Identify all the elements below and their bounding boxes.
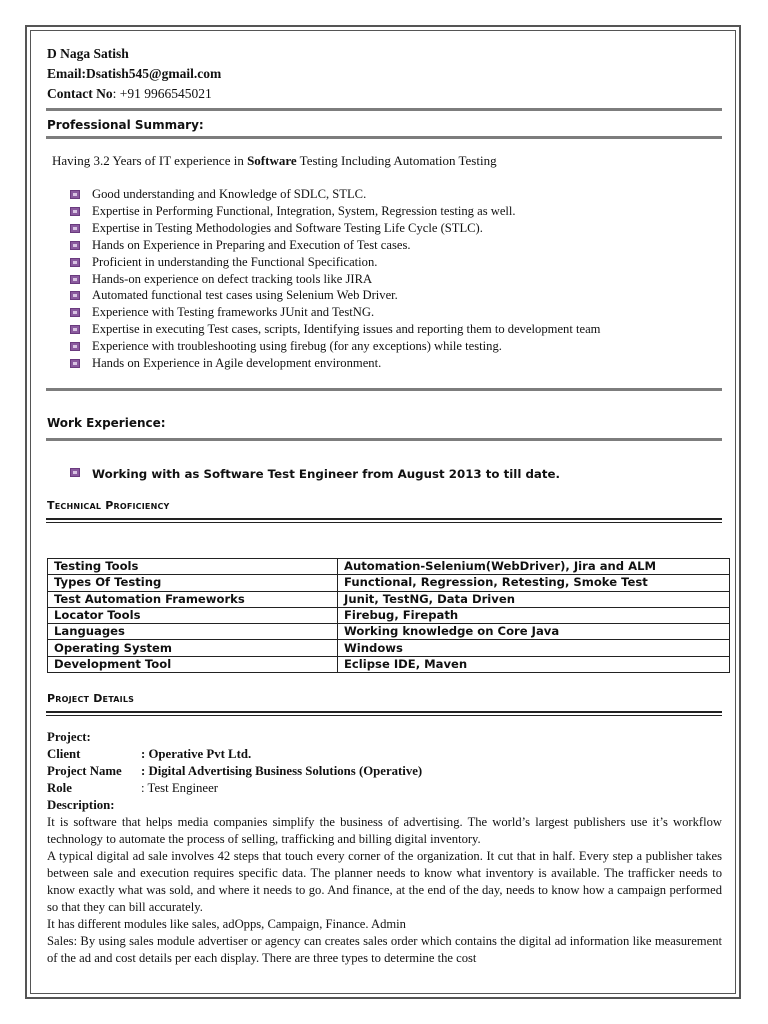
bullet-text: Experience with troubleshooting using firebug (for any exceptions) while testing. xyxy=(92,339,502,354)
bullet-text: Proficient in understanding the Functional Specification. xyxy=(92,254,378,269)
section-divider xyxy=(46,518,722,520)
table-cell-label: Development Tool xyxy=(48,656,338,672)
bullet-text: Expertise in executing Test cases, scripts, Identifying issues and reporting them to development team xyxy=(92,322,601,337)
list-item xyxy=(70,271,600,288)
work-bullet xyxy=(70,467,560,481)
table-cell-label: Languages xyxy=(48,624,338,640)
bullet-icon xyxy=(70,241,80,250)
section-divider xyxy=(46,715,722,716)
bullet-icon xyxy=(70,359,80,368)
summary-intro-bold: Software xyxy=(247,153,297,168)
table-cell-value: Automation-Selenium(WebDriver), Jira and ALM xyxy=(338,559,730,575)
table-cell-value: Functional, Regression, Retesting, Smoke Test xyxy=(338,575,730,591)
candidate-name: D Naga Satish xyxy=(47,46,129,61)
section-divider xyxy=(46,388,722,391)
section-divider xyxy=(46,522,722,523)
project-label: Project: xyxy=(47,730,91,744)
bullet-text: Hands-on experience on defect tracking tools like JIRA xyxy=(92,271,373,286)
table-cell-value: Windows xyxy=(338,640,730,656)
contact-line xyxy=(47,86,212,102)
role-label: Role xyxy=(47,781,72,795)
email-line xyxy=(47,66,221,82)
work-heading: Work Experience: xyxy=(47,416,166,430)
list-item xyxy=(70,203,600,220)
bullet-icon xyxy=(70,190,80,199)
section-divider xyxy=(46,438,722,441)
project-name-label: Project Name xyxy=(47,764,122,778)
bullet-text: Good understanding and Knowledge of SDLC, STLC. xyxy=(92,187,367,201)
table-row xyxy=(48,640,730,656)
role-value: : Test Engineer xyxy=(141,781,219,795)
list-item xyxy=(70,338,600,355)
bullet-icon xyxy=(70,325,80,334)
table-cell-label: Types Of Testing xyxy=(48,575,338,591)
technical-table xyxy=(47,558,730,673)
technical-heading: Technical Proficiency xyxy=(47,499,170,512)
bullet-icon xyxy=(70,291,80,300)
client-line xyxy=(47,747,251,762)
summary-intro xyxy=(52,153,497,169)
table-row xyxy=(48,656,730,672)
contact-value: : +91 9966545021 xyxy=(112,86,212,101)
bullet-text: Experience with Testing frameworks JUnit and TestNG. xyxy=(92,305,375,320)
bullet-icon xyxy=(70,468,80,477)
section-divider xyxy=(46,108,722,111)
table-row xyxy=(48,591,730,607)
table-cell-label: Testing Tools xyxy=(48,559,338,575)
table-cell-label: Test Automation Frameworks xyxy=(48,591,338,607)
role-line xyxy=(47,781,218,796)
table-row xyxy=(48,559,730,575)
bullet-icon xyxy=(70,207,80,216)
bullet-icon xyxy=(70,275,80,284)
table-row xyxy=(48,624,730,640)
client-label: Client xyxy=(47,747,81,761)
table-cell-value: Firebug, Firepath xyxy=(338,607,730,623)
list-item xyxy=(70,304,600,321)
bullet-text: Automated functional test cases using Selenium Web Driver. xyxy=(92,288,398,303)
bullet-icon xyxy=(70,224,80,233)
bullet-icon xyxy=(70,258,80,267)
email-label: Email xyxy=(47,66,82,81)
table-cell-label: Operating System xyxy=(48,640,338,656)
description-paragraph: A typical digital ad sale involves 42 steps that touch every corner of the organization. It cut that in half. Every step a publisher takes between sale and execution requires specific data. The planner needs to know what inventory is available. The trafficker needs to know exactly what was sold, and where it needs to go. And finance, at the end of the day, needs to know how a campaign performed so that they can bill accurately. xyxy=(47,849,722,914)
table-cell-value: Junit, TestNG, Data Driven xyxy=(338,591,730,607)
bullet-text: Expertise in Testing Methodologies and Software Testing Life Cycle (STLC). xyxy=(92,220,483,235)
client-value: : Operative Pvt Ltd. xyxy=(141,747,252,761)
section-divider xyxy=(46,711,722,713)
bullet-text: Expertise in Performing Functional, Integration, System, Regression testing as well. xyxy=(92,203,516,218)
table-row xyxy=(48,575,730,591)
bullet-text: Hands on Experience in Agile development environment. xyxy=(92,356,382,371)
work-bullet-text: Working with as Software Test Engineer from August 2013 to till date. xyxy=(92,467,560,481)
list-item xyxy=(70,355,600,372)
project-name-line xyxy=(47,764,422,779)
table-cell-label: Locator Tools xyxy=(48,607,338,623)
summary-bullet-list xyxy=(70,186,600,372)
list-item xyxy=(70,287,600,304)
summary-heading: Professional Summary: xyxy=(47,118,204,132)
description-label: Description: xyxy=(47,798,115,812)
list-item xyxy=(70,321,600,338)
list-item xyxy=(70,237,600,254)
project-heading: Project Details xyxy=(47,692,135,705)
list-item xyxy=(70,220,600,237)
bullet-icon xyxy=(70,342,80,351)
table-cell-value: Working knowledge on Core Java xyxy=(338,624,730,640)
contact-label: Contact No xyxy=(47,86,113,101)
description-paragraph: Sales: By using sales module advertiser or agency can creates sales order which contains the digital ad information like measurement of the ad and cost details per each display. There are three types to determine the cost xyxy=(47,934,722,965)
bullet-text: Hands on Experience in Preparing and Execution of Test cases. xyxy=(92,237,411,252)
list-item xyxy=(70,186,600,203)
description-paragraph: It is software that helps media companies simplify the business of advertising. The world’s largest publishers use it’s workflow technology to automate the process of selling, trafficking and billing digital inventory. xyxy=(47,815,722,846)
description-paragraph: It has different modules like sales, adOpps, Campaign, Finance. Admin xyxy=(47,917,406,931)
summary-intro-text-end: Testing Including Automation Testing xyxy=(296,153,497,168)
bullet-icon xyxy=(70,308,80,317)
list-item xyxy=(70,254,600,271)
table-row xyxy=(48,607,730,623)
project-name-value: : Digital Advertising Business Solutions (Operative) xyxy=(141,764,423,778)
email-value: :Dsatish545@gmail.com xyxy=(81,66,222,81)
section-divider xyxy=(46,136,722,139)
summary-intro-text: Having 3.2 Years of IT experience in xyxy=(52,153,248,168)
table-cell-value: Eclipse IDE, Maven xyxy=(338,656,730,672)
